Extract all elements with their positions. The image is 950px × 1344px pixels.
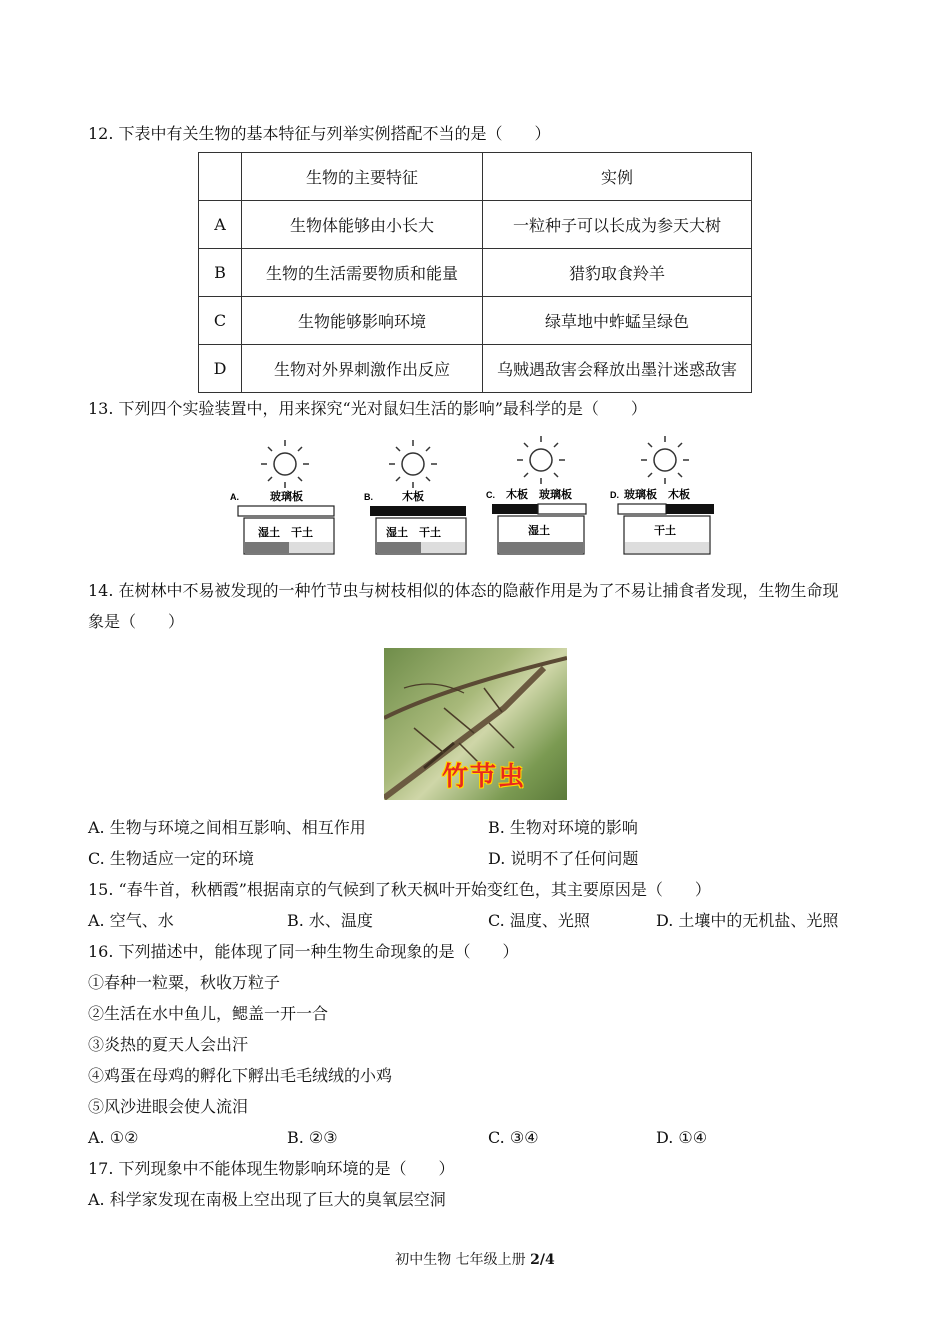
cover-label: 玻璃板 [270, 491, 303, 503]
question-17-stem: 17. 下列现象中不能体现生物影响环境的是（ ） [88, 1159, 455, 1178]
table-cell [199, 153, 242, 201]
question-15-stem: 15. “春牛首，秋栖霞”根据南京的气候到了秋天枫叶开始变红色，其主要原因是（ ） [88, 880, 711, 899]
question-14-stem-line1: 14. 在树林中不易被发现的一种竹节虫与树枝相似的体态的隐蔽作用是为了不易让捕食者发现，生物生命现 [88, 581, 839, 600]
question-13-stem: 13. 下列四个实验装置中，用来探究“光对鼠妇生活的影响”最科学的是（ ） [88, 399, 647, 418]
wet-soil [377, 542, 421, 553]
question-14-stem-line2: 象是（ ） [88, 612, 185, 631]
q15-option-b: B. 水、温度 [287, 911, 373, 930]
soil-label: 湿土 干土 [386, 527, 441, 539]
table-row [199, 249, 752, 297]
setup-c [486, 436, 586, 554]
setup-letter: C. [486, 490, 495, 500]
q16-item: ⑤风沙进眼会使人流泪 [88, 1097, 249, 1116]
q14-option-a: A. 生物与环境之间相互影响、相互作用 [88, 818, 366, 837]
table-cell: D [199, 345, 242, 393]
wood-cover [370, 506, 466, 516]
soil-label: 湿土 [528, 525, 550, 537]
table-cell: 生物对外界刺激作出反应 [242, 345, 483, 393]
table-header-row [199, 153, 752, 201]
q14-option-b: B. 生物对环境的影响 [488, 818, 638, 837]
q16-item: ④鸡蛋在母鸡的孵化下孵出毛毛绒绒的小鸡 [88, 1066, 393, 1085]
q16-option-b: B. ②③ [287, 1128, 338, 1147]
q16-option-a: A. ①② [88, 1128, 139, 1147]
table-header-cell: 生物的主要特征 [242, 153, 483, 201]
experiment-setups-figure [228, 432, 728, 560]
setup-letter: D. [610, 490, 619, 500]
q14-option-d: D. 说明不了任何问题 [488, 849, 639, 868]
setup-letter: B. [364, 492, 373, 502]
setup-a [230, 440, 334, 554]
setup-letter: A. [230, 492, 239, 502]
q15-option-d: D. 土壤中的无机盐、光照 [656, 911, 839, 930]
sun-icon [517, 436, 565, 484]
q16-option-c: C. ③④ [488, 1128, 539, 1147]
wood-cover [666, 504, 714, 514]
table-cell: 猎豹取食羚羊 [483, 249, 752, 297]
wood-cover [492, 504, 538, 514]
dry-soil [625, 542, 709, 553]
sun-icon [261, 440, 309, 488]
question-12-stem: 12. 下表中有关生物的基本特征与列举实例搭配不当的是（ ） [88, 124, 551, 143]
table-row [199, 201, 752, 249]
cover-label: 木板 [402, 491, 424, 503]
footer-subject: 初中生物 七年级上册 [395, 1252, 531, 1268]
dry-soil [289, 542, 333, 553]
table-cell: A [199, 201, 242, 249]
setup-d [610, 436, 714, 554]
sun-icon [641, 436, 689, 484]
question-12-table [198, 152, 752, 393]
table-cell: 绿草地中蚱蜢呈绿色 [483, 297, 752, 345]
soil-label: 干土 [654, 525, 676, 537]
q16-option-d: D. ①④ [656, 1128, 708, 1147]
table-row [199, 297, 752, 345]
q16-item: ②生活在水中鱼儿，鳃盖一开一合 [88, 1004, 329, 1023]
q16-item: ③炎热的夏天人会出汗 [88, 1035, 249, 1054]
table-cell: 一粒种子可以长成为参天大树 [483, 201, 752, 249]
table-cell: 乌贼遇敌害会释放出墨汁迷惑敌害 [483, 345, 752, 393]
dry-soil [421, 542, 465, 553]
q15-option-c: C. 温度、光照 [488, 911, 590, 930]
wet-soil [499, 542, 583, 553]
wet-soil [245, 542, 289, 553]
q14-option-c: C. 生物适应一定的环境 [88, 849, 254, 868]
cover-label: 玻璃板 木板 [624, 489, 690, 501]
table-cell: 生物能够影响环境 [242, 297, 483, 345]
glass-cover [618, 504, 666, 514]
table-cell: C [199, 297, 242, 345]
table-cell: B [199, 249, 242, 297]
soil-label: 湿土 干土 [258, 527, 313, 539]
cover-label: 木板 玻璃板 [506, 489, 572, 501]
table-cell: 生物的生活需要物质和能量 [242, 249, 483, 297]
sun-icon [389, 440, 437, 488]
table-cell: 生物体能够由小长大 [242, 201, 483, 249]
setup-b [364, 440, 466, 554]
photo-caption: 竹节虫 [442, 762, 527, 792]
glass-cover [538, 504, 586, 514]
glass-cover [238, 506, 334, 516]
q17-option-a: A. 科学家发现在南极上空出现了巨大的臭氧层空洞 [88, 1190, 446, 1209]
table-row [199, 345, 752, 393]
page-number: 2/4 [530, 1252, 555, 1268]
page-footer [0, 1249, 950, 1269]
q15-option-a: A. 空气、水 [88, 911, 174, 930]
table-header-cell: 实例 [483, 153, 752, 201]
stick-insect-photo [384, 648, 567, 800]
q16-item: ①春种一粒粟，秋收万粒子 [88, 973, 281, 992]
question-16-stem: 16. 下列描述中，能体现了同一种生物生命现象的是（ ） [88, 942, 519, 961]
